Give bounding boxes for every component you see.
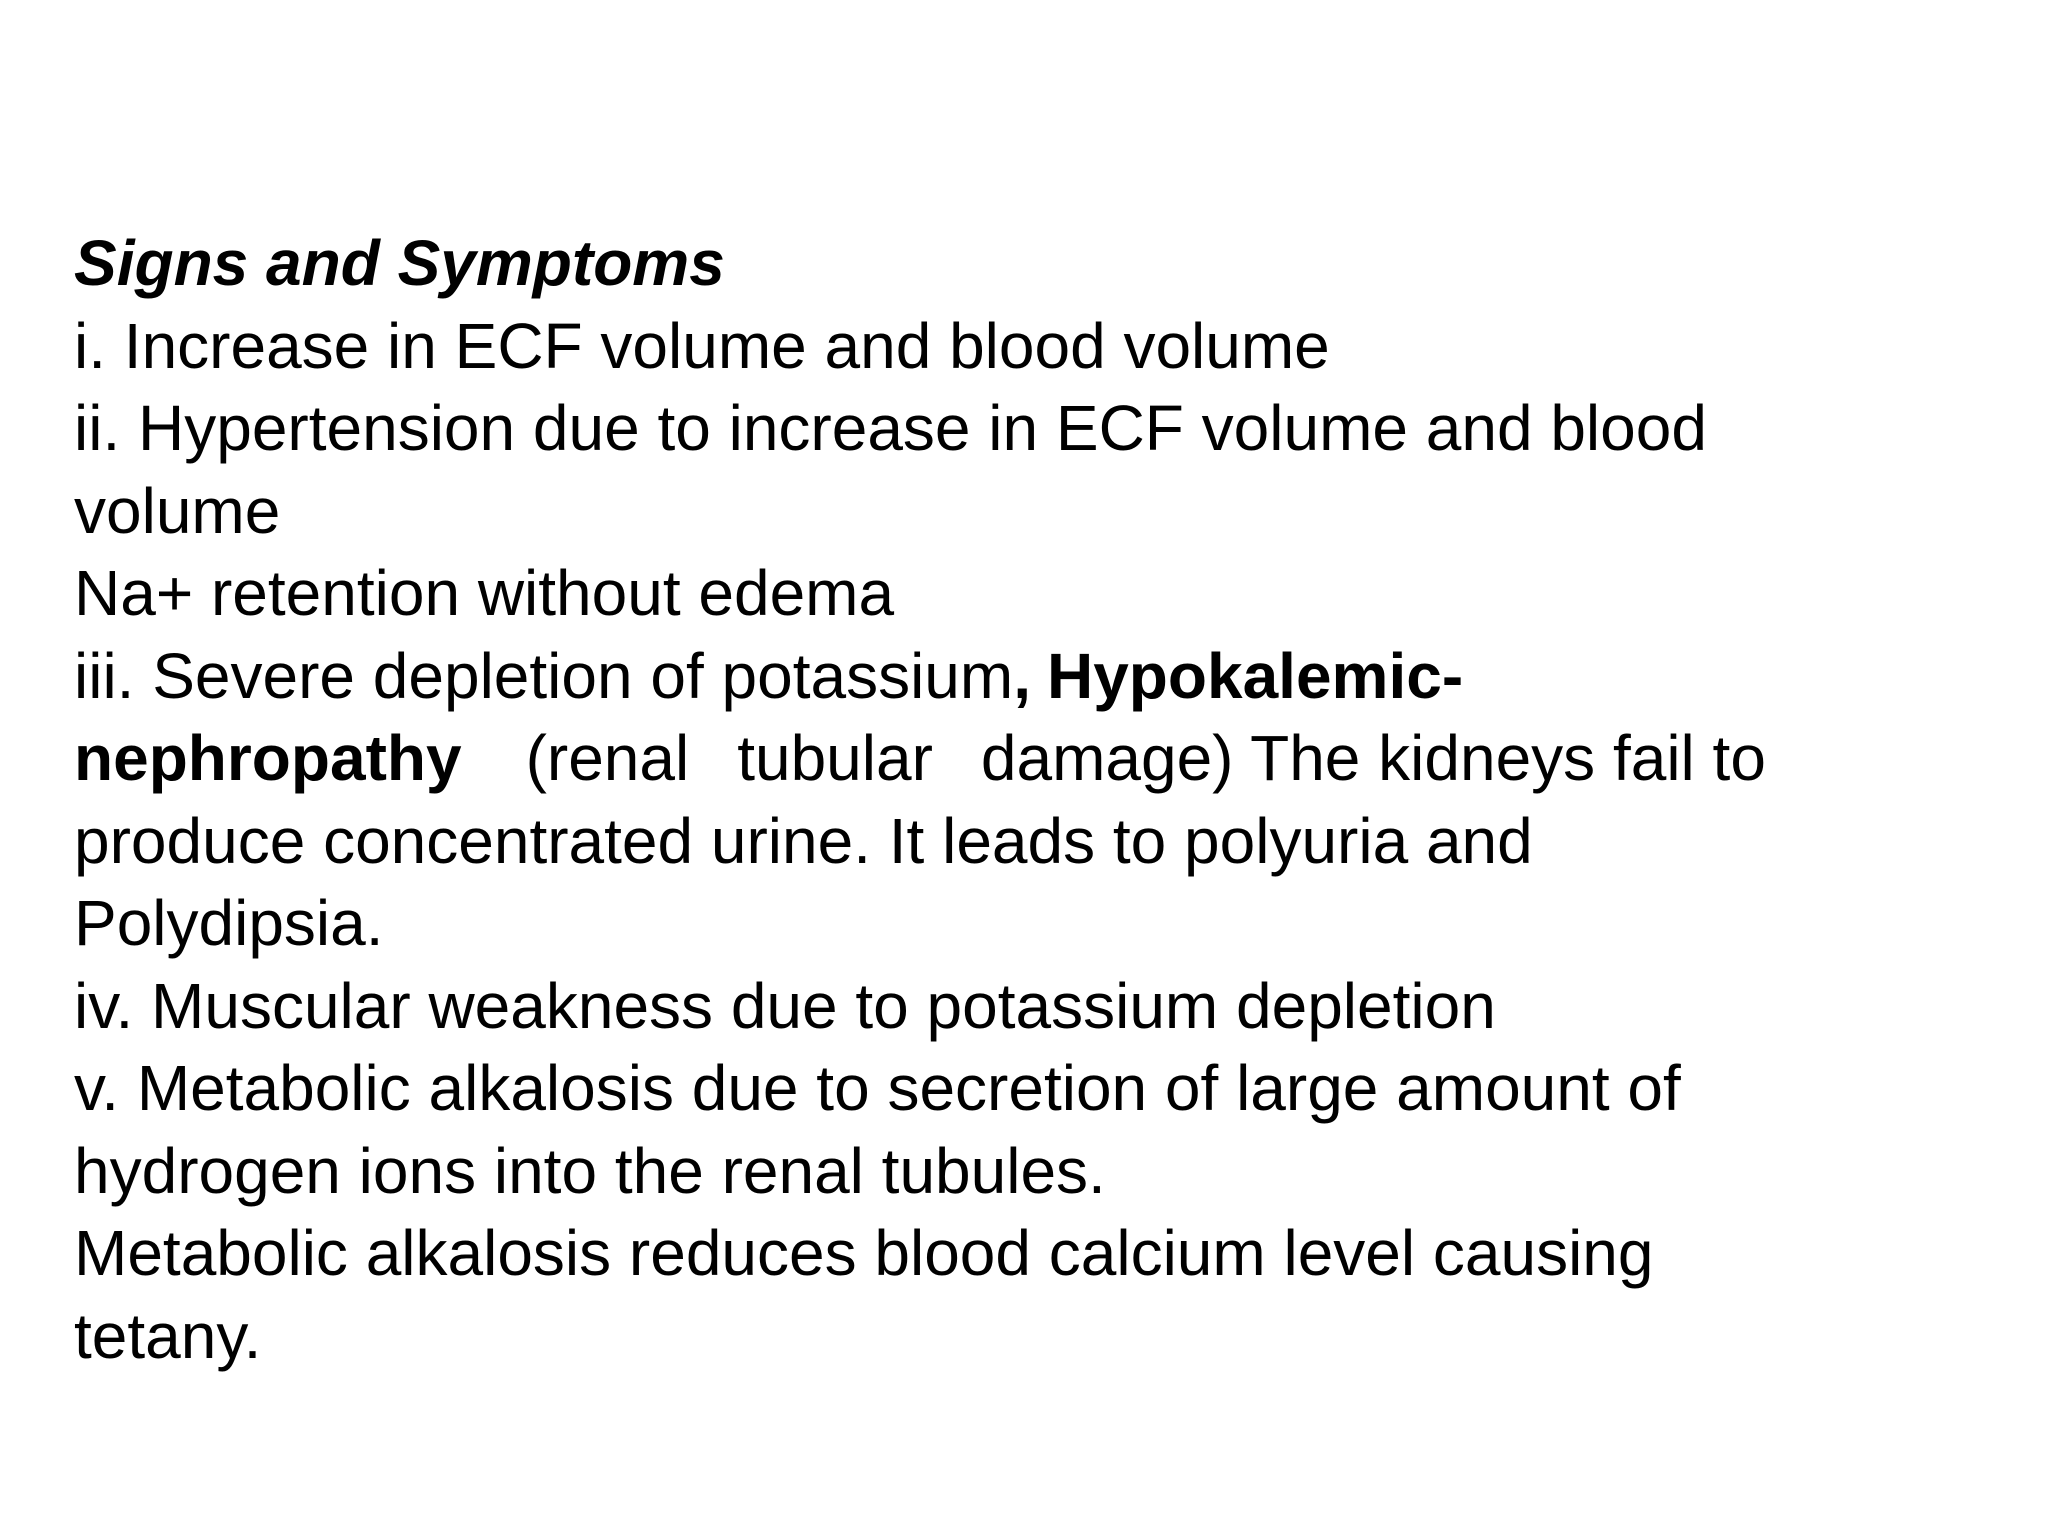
symptom-item-ii-line-1: ii. Hypertension due to increase in ECF volume and blood (74, 392, 1707, 464)
hypokalemic-term: Hypokalemic- (1046, 639, 1464, 712)
symptom-item-iii-line-1 (74, 635, 1974, 718)
symptom-item-iii-line-4: Polydipsia. (74, 887, 384, 959)
alkalosis-note-line-1: Metabolic alkalosis reduces blood calcium level causing (74, 1217, 1654, 1289)
word-tubular: tubular (737, 722, 933, 794)
sodium-retention-note: Na+ retention without edema (74, 557, 895, 629)
symptom-item-iii-line-2 (74, 717, 1974, 800)
symptom-item-ii-line-2: volume (74, 474, 281, 547)
symptom-item-iii-comma: , (1013, 639, 1031, 712)
symptom-item-iii-line-3: produce concentrated urine. It leads to polyuria and (74, 804, 1533, 877)
symptom-item-v-line-2: hydrogen ions into the renal tubules. (74, 1134, 1106, 1207)
symptom-item-v-line-1: v. Metabolic alkalosis due to secretion of large amount of (74, 1052, 1681, 1124)
symptom-item-iv: iv. Muscular weakness due to potassium depletion (74, 969, 1496, 1042)
nephropathy-term: nephropathy (74, 722, 462, 794)
word-renal: (renal (525, 722, 690, 794)
alkalosis-note-line-2: tetany. (74, 1299, 262, 1372)
symptom-item-i: i. Increase in ECF volume and blood volume (74, 309, 1330, 382)
symptom-item-iii-tail: damage) The kidneys fail to (980, 722, 1766, 794)
slide-body (74, 222, 1974, 1377)
symptom-item-iii-prefix: iii. Severe depletion of potassium (74, 639, 1014, 712)
slide-heading: Signs and Symptoms (74, 227, 725, 299)
